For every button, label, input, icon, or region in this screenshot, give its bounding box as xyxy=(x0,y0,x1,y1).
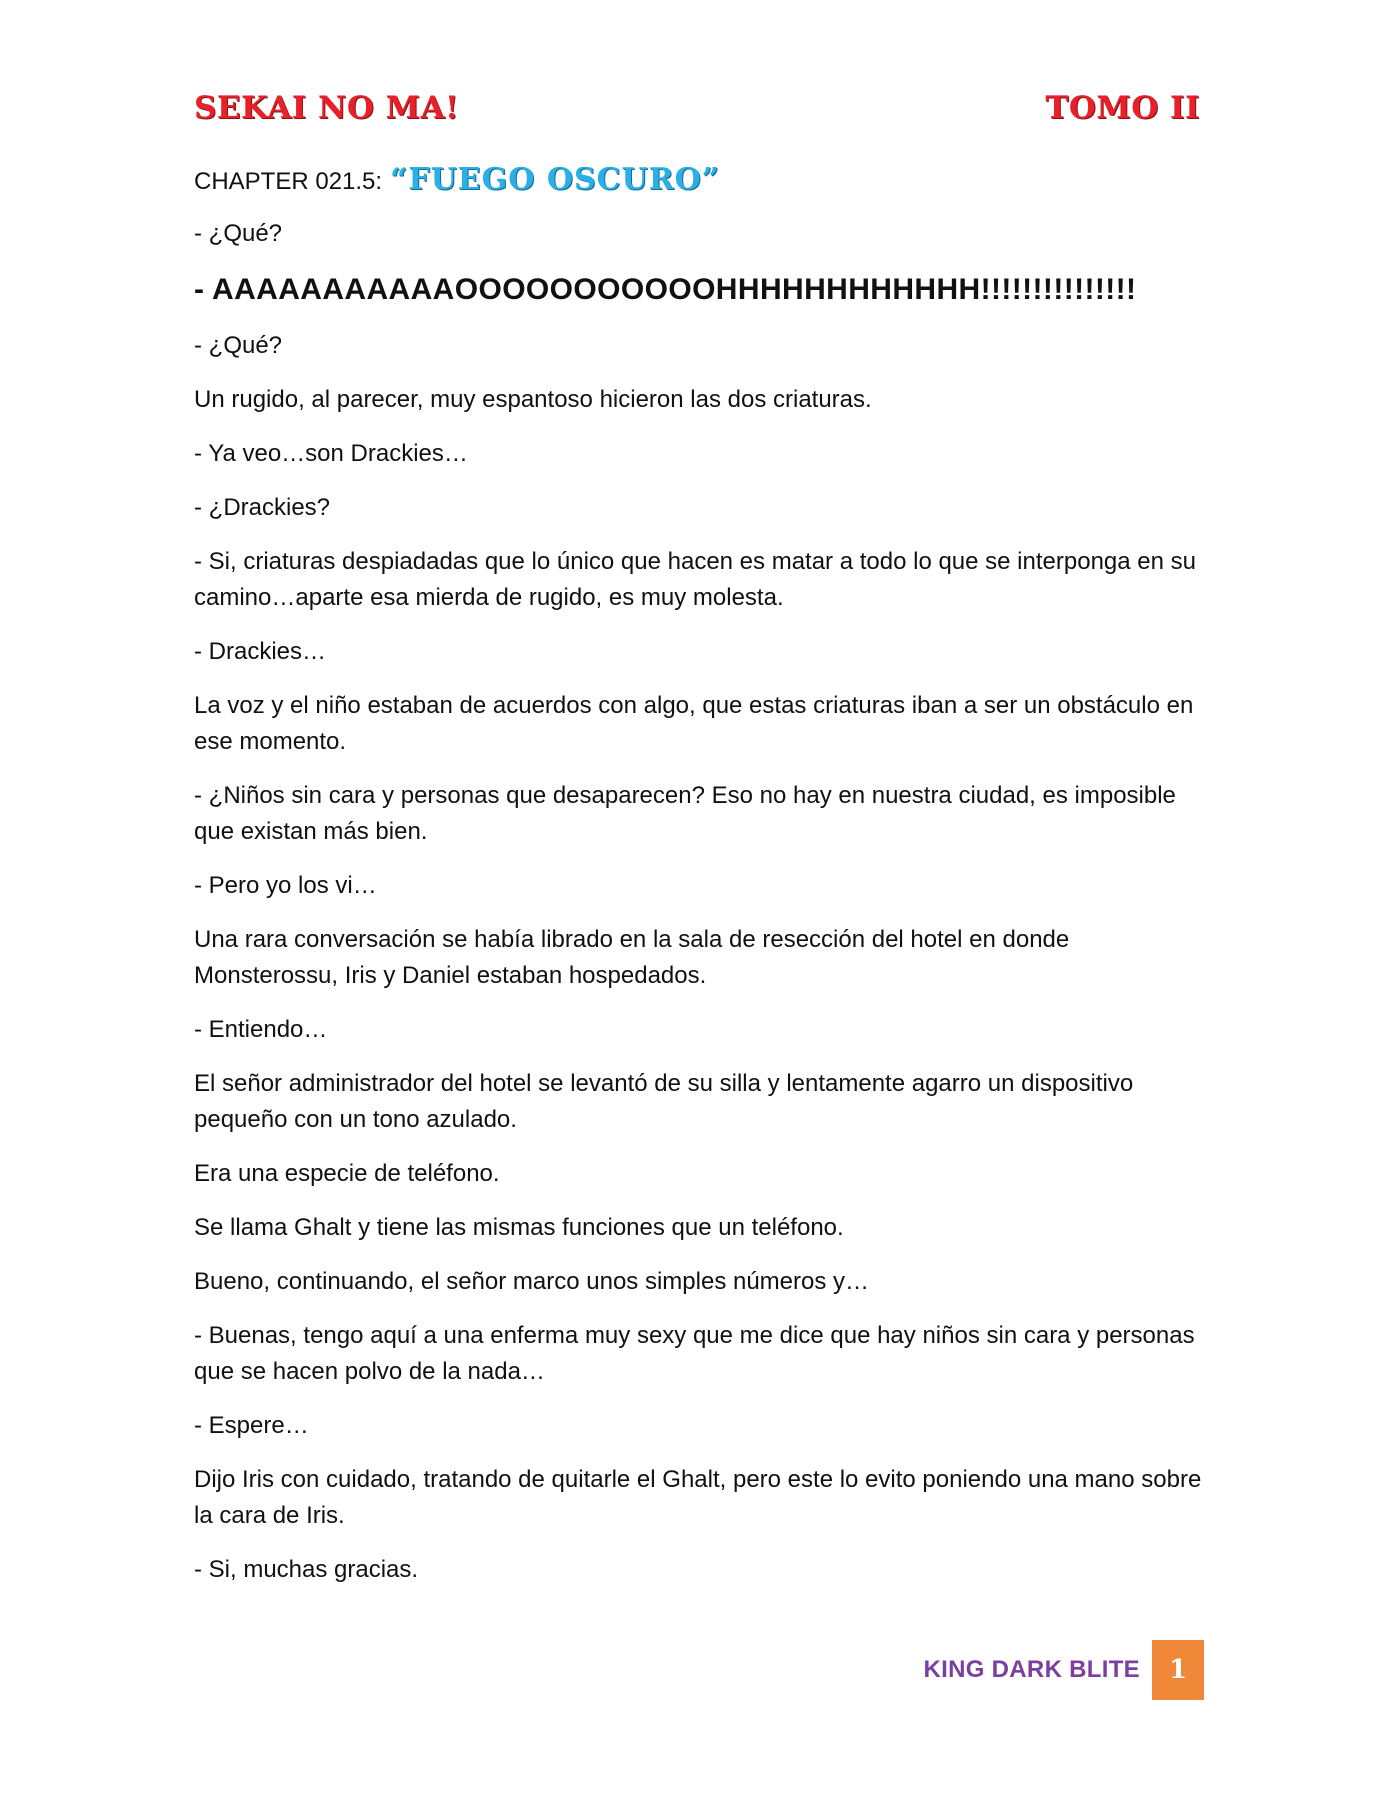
paragraph: Dijo Iris con cuidado, tratando de quitarle el Ghalt, pero este lo evito poniendo una mano sobre la cara de Iris. xyxy=(194,1466,1202,1529)
paragraph: Un rugido, al parecer, muy espantoso hicieron las dos criaturas. xyxy=(194,386,872,413)
paragraph: - Ya veo…son Drackies… xyxy=(194,440,468,467)
page-number: 1 xyxy=(1168,1655,1188,1685)
paragraph: - Espere… xyxy=(194,1412,309,1439)
paragraph: - Buenas, tengo aquí a una enferma muy sexy que me dice que hay niños sin cara y personas que se hacen polvo de la nada… xyxy=(194,1322,1195,1385)
paragraph: Se llama Ghalt y tiene las mismas funciones que un teléfono. xyxy=(194,1214,844,1241)
paragraph: - ¿Drackies? xyxy=(194,494,331,521)
volume-label: TOMO II xyxy=(1045,90,1200,126)
paragraph: - Si, criaturas despiadadas que lo único que hacen es matar a todo lo que se interponga en su camino…aparte esa mierda de rugido, es muy molesta. xyxy=(194,548,1196,611)
chapter-title: “FUEGO OSCURO” xyxy=(390,162,721,197)
chapter-label: CHAPTER 021.5: xyxy=(194,168,383,195)
paragraph: Una rara conversación se había librado en la sala de resección del hotel en donde Monsterossu, Iris y Daniel estaban hospedados. xyxy=(194,926,1070,989)
paragraph-shout: - AAAAAAAAAAAOOOOOOOOOOOHHHHHHHHHHHH!!!!!!!!!!!!!!! xyxy=(194,273,1137,306)
chapter-heading xyxy=(194,160,1204,202)
author-name: KING DARK BLITE xyxy=(923,1656,1140,1683)
page-footer xyxy=(924,1640,1205,1700)
paragraph: El señor administrador del hotel se levantó de su silla y lentamente agarro un dispositivo pequeño con un tono azulado. xyxy=(194,1070,1134,1133)
paragraph: - Si, muchas gracias. xyxy=(194,1556,419,1583)
paragraph: - Pero yo los vi… xyxy=(194,872,377,899)
paragraph: - ¿Qué? xyxy=(194,332,283,359)
paragraph: - Drackies… xyxy=(194,638,327,665)
paragraph: - Entiendo… xyxy=(194,1016,328,1043)
paragraph: - ¿Niños sin cara y personas que desaparecen? Eso no hay en nuestra ciudad, es imposible que existan más bien. xyxy=(194,782,1176,845)
page-number-badge xyxy=(1152,1640,1204,1700)
book-title: SEKAI NO MA! xyxy=(194,90,460,126)
paragraph: Bueno, continuando, el señor marco unos simples números y… xyxy=(194,1268,870,1295)
document-body xyxy=(194,160,1204,1606)
paragraph: La voz y el niño estaban de acuerdos con algo, que estas criaturas iban a ser un obstáculo en ese momento. xyxy=(194,692,1194,755)
paragraph: Era una especie de teléfono. xyxy=(194,1160,500,1187)
paragraph: - ¿Qué? xyxy=(194,220,283,247)
